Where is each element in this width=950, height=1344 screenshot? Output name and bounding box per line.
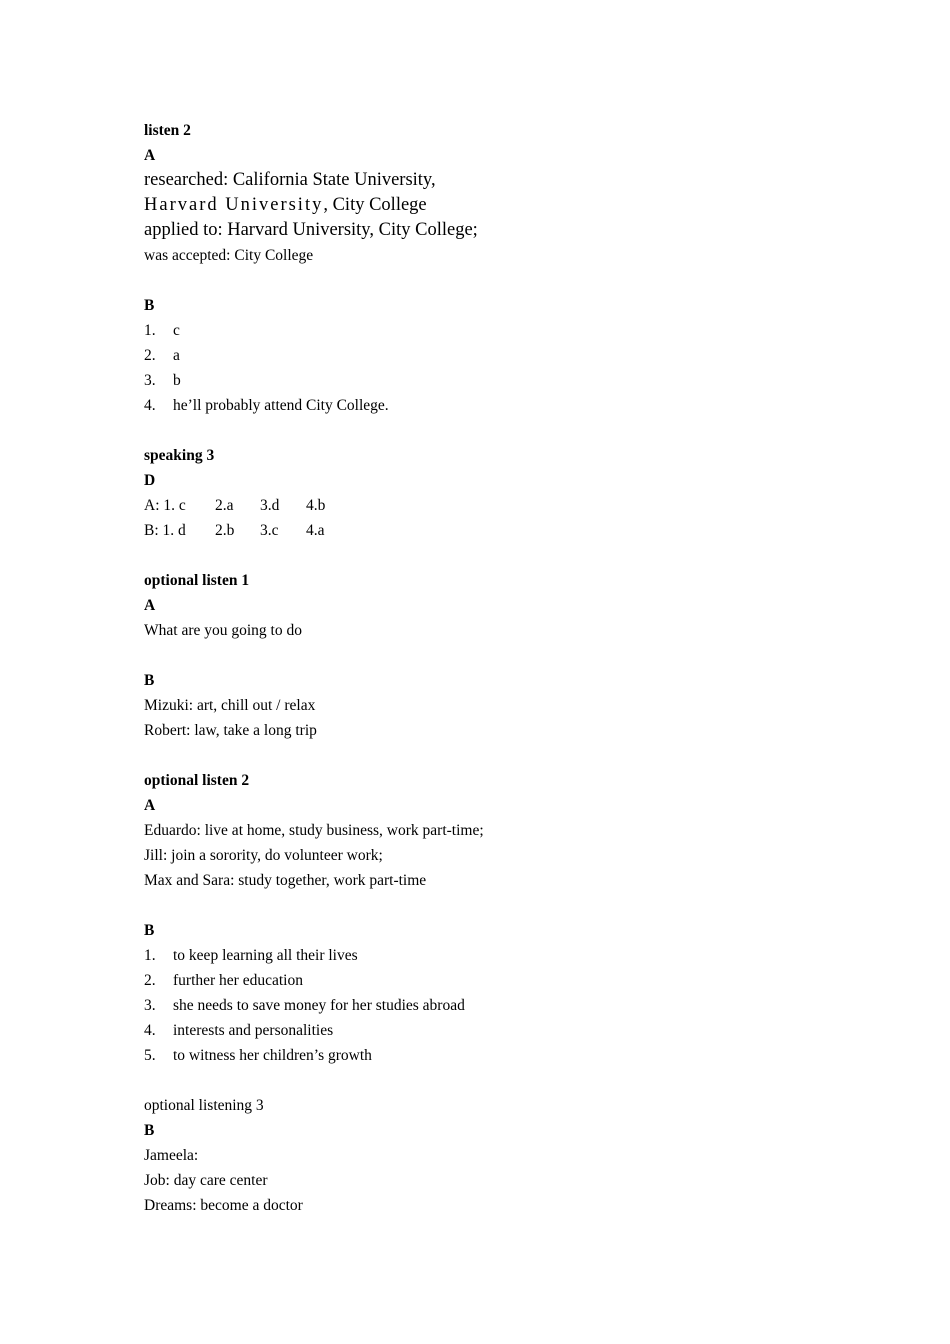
list-text: he’ll probably attend City College.: [173, 397, 389, 414]
list-text: to witness her children’s growth: [173, 1047, 372, 1064]
spacer: [144, 643, 844, 668]
list-number: 1.: [144, 322, 156, 339]
section-label-b: B: [144, 922, 155, 939]
answer-line: Job: day care center: [144, 1172, 268, 1189]
heading-speaking-3: speaking 3: [144, 447, 215, 464]
section-label-b: B: [144, 1122, 155, 1139]
answer-line: What are you going to do: [144, 622, 302, 639]
document-page: [144, 118, 844, 1218]
heading-optional-listen-2: optional listen 2: [144, 772, 250, 789]
section-label-b: B: [144, 297, 155, 314]
spacer: [144, 543, 844, 568]
list-text: she needs to save money for her studies abroad: [173, 997, 465, 1014]
spacer: [144, 268, 844, 293]
list-text: c: [173, 322, 180, 339]
answer-cell: 2.a: [215, 497, 234, 514]
section-label-a: A: [144, 797, 156, 814]
heading-listen-2: listen 2: [144, 122, 191, 139]
list-text: b: [173, 372, 181, 389]
list-item: [144, 318, 844, 343]
list-item: [144, 368, 844, 393]
list-text: interests and personalities: [173, 1022, 334, 1039]
section-label-b: B: [144, 672, 155, 689]
list-number: 4.: [144, 1022, 156, 1039]
list-item: [144, 968, 844, 993]
answer-line: Jameela:: [144, 1147, 199, 1164]
section-label-a: A: [144, 147, 156, 164]
answer-cell: 3.d: [260, 497, 280, 514]
list-item: [144, 1043, 844, 1068]
spacer: [144, 743, 844, 768]
answer-line: Max and Sara: study together, work part-time: [144, 872, 427, 889]
answer-cell: 4.b: [306, 497, 326, 514]
answer-cell: B: 1. d: [144, 522, 186, 539]
list-item: [144, 993, 844, 1018]
list-item: [144, 343, 844, 368]
applied-to-city-college: , City College;: [369, 220, 478, 240]
researched-line-continued: [144, 193, 844, 218]
list-number: 2.: [144, 347, 156, 364]
list-number: 2.: [144, 972, 156, 989]
list-item: [144, 393, 844, 418]
list-text: a: [173, 347, 180, 364]
spacer: [144, 418, 844, 443]
answer-cell: 3.c: [260, 522, 279, 539]
answer-line: Dreams: become a doctor: [144, 1197, 303, 1214]
section-label-a: A: [144, 597, 156, 614]
harvard-text: Harvard University: [144, 195, 324, 215]
list-number: 3.: [144, 372, 156, 389]
city-college-text: , City College: [323, 195, 427, 215]
heading-optional-listen-1: optional listen 1: [144, 572, 250, 589]
heading-optional-listening-3: optional listening 3: [144, 1097, 264, 1114]
section-label-d: D: [144, 472, 156, 489]
spacer: [144, 1068, 844, 1093]
answer-line: Jill: join a sorority, do volunteer work;: [144, 847, 383, 864]
answer-line: Mizuki: art, chill out / relax: [144, 697, 316, 714]
answer-row-b: [144, 518, 844, 543]
answer-cell: 2.b: [215, 522, 235, 539]
answer-line: Eduardo: live at home, study business, work part-time;: [144, 822, 484, 839]
answer-cell: 4.a: [306, 522, 325, 539]
was-accepted-line: was accepted: City College: [144, 247, 314, 264]
list-item: [144, 943, 844, 968]
answer-line: Robert: law, take a long trip: [144, 722, 317, 739]
list-number: 4.: [144, 397, 156, 414]
answer-cell: A: 1. c: [144, 497, 186, 514]
list-item: [144, 1018, 844, 1043]
applied-to-line: [144, 218, 844, 243]
applied-to-text: applied to: Harvard University: [144, 220, 370, 240]
researched-line: researched: California State University,: [144, 170, 436, 190]
spacer: [144, 893, 844, 918]
list-number: 5.: [144, 1047, 156, 1064]
list-text: to keep learning all their lives: [173, 947, 358, 964]
list-number: 1.: [144, 947, 156, 964]
answer-row-a: [144, 493, 844, 518]
list-number: 3.: [144, 997, 156, 1014]
list-text: further her education: [173, 972, 303, 989]
